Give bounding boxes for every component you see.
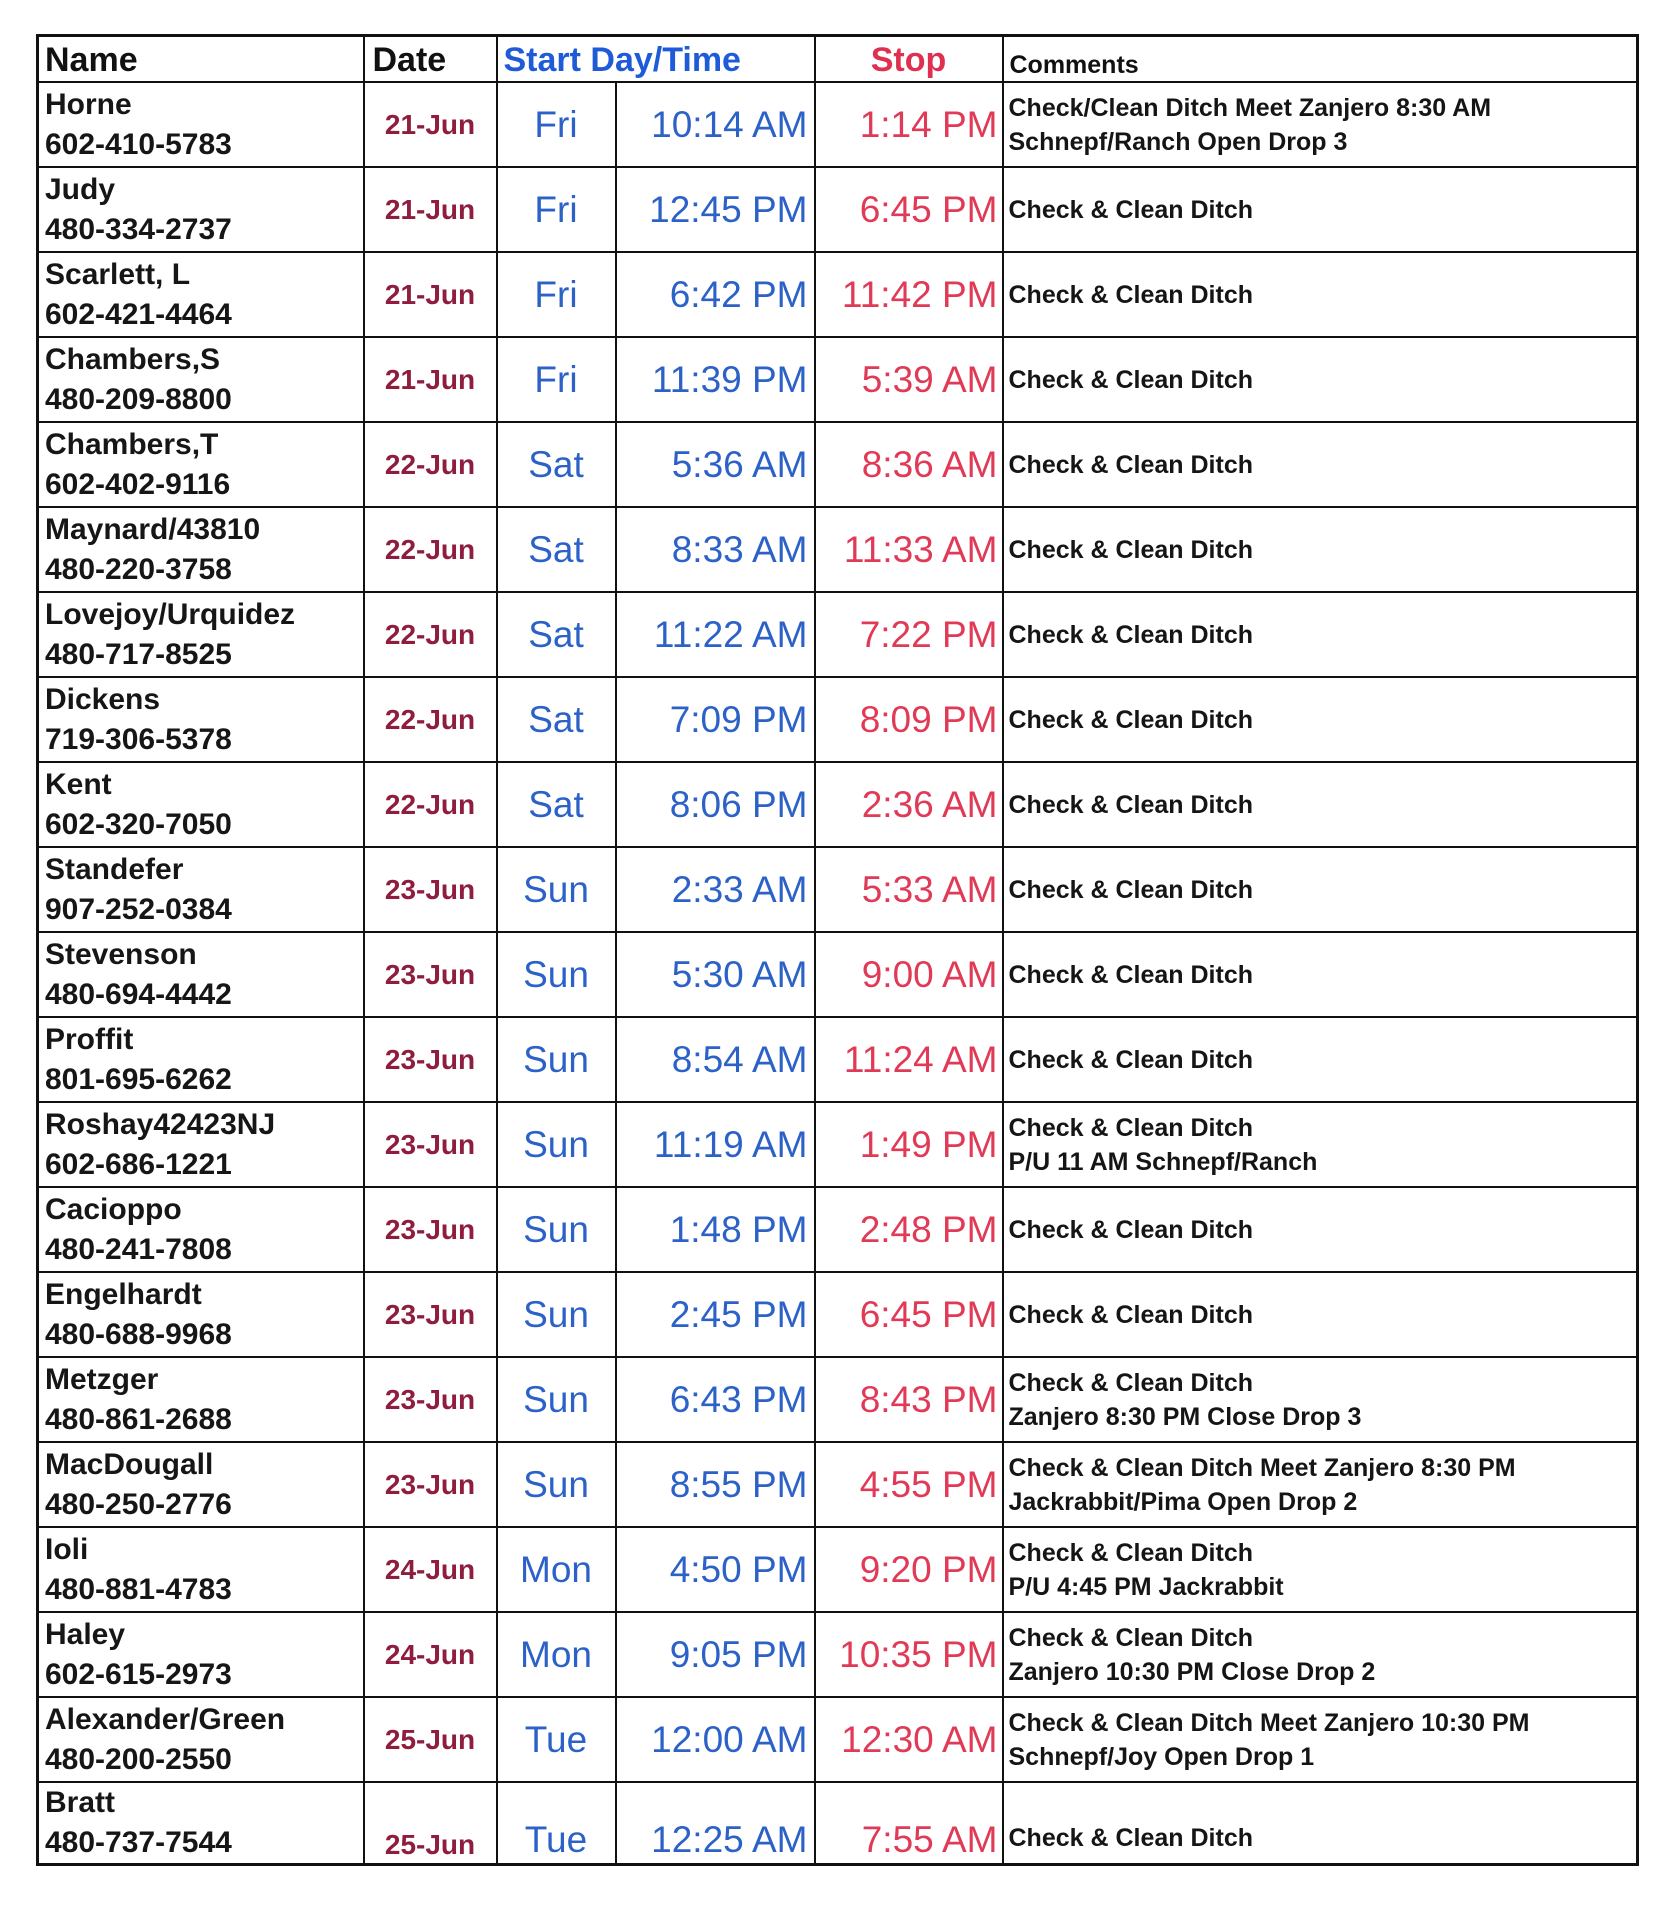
comment-line-1: Check & Clean Ditch [1008,960,1254,989]
phone-number: 480-881-4783 [45,1572,232,1606]
start-day-cell: Sun [497,1102,616,1187]
start-time-cell: 2:45 PM [616,1272,815,1357]
table-row [38,82,1638,167]
start-day-cell: Sat [497,592,616,677]
comment-cell [1003,1102,1638,1187]
date-cell: 23-Jun [364,1442,497,1527]
start-day-cell: Mon [497,1527,616,1612]
date-cell: 24-Jun [364,1527,497,1612]
comment-line-1: Check & Clean Ditch [1008,1623,1254,1652]
comment-cell [1003,1442,1638,1527]
start-day-cell: Sun [497,1272,616,1357]
person-name: Metzger [45,1362,159,1396]
phone-number: 801-695-6262 [45,1062,232,1096]
name-cell [38,422,364,507]
person-name: Cacioppo [45,1192,182,1226]
start-time-cell: 8:33 AM [616,507,815,592]
date-cell: 23-Jun [364,1272,497,1357]
start-time-cell: 11:19 AM [616,1102,815,1187]
name-cell [38,1187,364,1272]
table-row [38,337,1638,422]
comment-line-1: Check & Clean Ditch [1008,365,1254,394]
start-day-cell: Sun [497,1442,616,1527]
phone-number: 602-421-4464 [45,297,232,331]
comment-cell [1003,762,1638,847]
name-cell [38,1527,364,1612]
table-row [38,847,1638,932]
start-time-cell: 8:54 AM [616,1017,815,1102]
comments-column-header: Comments [1003,36,1638,83]
start-time-cell: 11:22 AM [616,592,815,677]
person-name: Engelhardt [45,1277,202,1311]
person-name: Roshay42423NJ [45,1107,276,1141]
comment-cell [1003,422,1638,507]
person-name: Standefer [45,852,184,886]
start-day-cell: Sat [497,422,616,507]
stop-time-cell: 11:33 AM [815,507,1003,592]
phone-number: 480-200-2550 [45,1742,232,1776]
name-cell [38,762,364,847]
start-time-cell: 7:09 PM [616,677,815,762]
table-row [38,677,1638,762]
start-time-cell: 12:45 PM [616,167,815,252]
date-cell: 22-Jun [364,422,497,507]
name-cell [38,1102,364,1187]
stop-time-cell: 2:48 PM [815,1187,1003,1272]
phone-number: 602-402-9116 [45,467,231,501]
comment-line-1: Check & Clean Ditch [1008,535,1254,564]
comment-line-2: Schnepf/Joy Open Drop 1 [1008,1742,1315,1771]
comment-cell [1003,337,1638,422]
comment-line-1: Check & Clean Ditch [1008,1045,1254,1074]
comment-line-1: Check & Clean Ditch [1008,1368,1254,1397]
person-name: Judy [45,172,116,206]
comment-line-1: Check/Clean Ditch Meet Zanjero 8:30 AM [1008,93,1492,122]
start-day-cell: Mon [497,1612,616,1697]
stop-time-cell: 8:09 PM [815,677,1003,762]
table-row [38,1357,1638,1442]
stop-time-cell: 12:30 AM [815,1697,1003,1782]
comment-line-1: Check & Clean Ditch Meet Zanjero 10:30 PM [1008,1708,1530,1737]
table-row [38,592,1638,677]
comment-cell [1003,1697,1638,1782]
start-day-cell: Sat [497,507,616,592]
comment-cell [1003,167,1638,252]
phone-number: 480-694-4442 [45,977,232,1011]
comment-cell [1003,1357,1638,1442]
start-day-cell: Tue [497,1697,616,1782]
start-day-cell: Sun [497,932,616,1017]
name-cell [38,677,364,762]
start-time-cell: 6:43 PM [616,1357,815,1442]
table-row [38,1187,1638,1272]
stop-time-cell: 10:35 PM [815,1612,1003,1697]
comment-cell [1003,1527,1638,1612]
table-row [38,507,1638,592]
date-cell: 21-Jun [364,82,497,167]
table-row [38,422,1638,507]
table-row [38,1017,1638,1102]
name-cell [38,507,364,592]
person-name: Dickens [45,682,161,716]
date-cell: 23-Jun [364,1017,497,1102]
phone-number: 480-688-9968 [45,1317,232,1351]
comment-cell [1003,252,1638,337]
start-time-cell: 9:05 PM [616,1612,815,1697]
start-time-cell: 12:00 AM [616,1697,815,1782]
table-row [38,1527,1638,1612]
comment-line-2: Zanjero 10:30 PM Close Drop 2 [1008,1657,1376,1686]
stop-time-cell: 2:36 AM [815,762,1003,847]
table-row [38,1442,1638,1527]
comment-cell [1003,592,1638,677]
date-cell: 24-Jun [364,1612,497,1697]
start-day-cell: Sat [497,762,616,847]
comment-line-2: P/U 4:45 PM Jackrabbit [1008,1572,1284,1601]
date-cell: 23-Jun [364,847,497,932]
name-cell [38,1017,364,1102]
person-name: Ioli [45,1532,89,1566]
start-time-cell: 5:36 AM [616,422,815,507]
comment-cell [1003,932,1638,1017]
date-cell: 21-Jun [364,337,497,422]
stop-time-cell: 9:20 PM [815,1527,1003,1612]
table-row [38,1272,1638,1357]
start-time-cell: 2:33 AM [616,847,815,932]
start-day-cell: Tue [497,1782,616,1865]
name-cell [38,1442,364,1527]
stop-time-cell: 9:00 AM [815,932,1003,1017]
phone-number: 719-306-5378 [45,722,232,756]
comment-line-1: Check & Clean Ditch Meet Zanjero 8:30 PM [1008,1453,1516,1482]
name-cell [38,337,364,422]
table-row [38,167,1638,252]
start-day-cell: Sat [497,677,616,762]
comment-line-1: Check & Clean Ditch [1008,450,1254,479]
comment-line-2: P/U 11 AM Schnepf/Ranch [1008,1147,1318,1176]
stop-column-header: Stop [815,36,1003,83]
start-day-cell: Sun [497,1187,616,1272]
date-cell: 21-Jun [364,252,497,337]
name-cell [38,167,364,252]
name-cell [38,82,364,167]
date-cell: 25-Jun [364,1782,497,1865]
date-column-header: Date [364,36,497,83]
comment-line-2: Jackrabbit/Pima Open Drop 2 [1008,1487,1358,1516]
stop-time-cell: 1:49 PM [815,1102,1003,1187]
name-cell [38,592,364,677]
person-name: Haley [45,1617,126,1651]
start-time-cell: 11:39 PM [616,337,815,422]
comment-line-1: Check & Clean Ditch [1008,280,1254,309]
start-time-cell: 12:25 AM [616,1782,815,1865]
schedule-table [36,34,1639,1866]
comment-cell [1003,1272,1638,1357]
stop-time-cell: 7:55 AM [815,1782,1003,1865]
start-day-cell: Fri [497,167,616,252]
phone-number: 602-410-5783 [45,127,232,161]
stop-time-cell: 11:42 PM [815,252,1003,337]
person-name: Bratt [45,1786,116,1819]
phone-number: 602-686-1221 [45,1147,232,1181]
phone-number: 907-252-0384 [45,892,232,926]
name-cell [38,1272,364,1357]
name-cell [38,1357,364,1442]
comment-cell [1003,82,1638,167]
comment-cell [1003,507,1638,592]
stop-time-cell: 11:24 AM [815,1017,1003,1102]
phone-number: 480-241-7808 [45,1232,232,1266]
table-row [38,1697,1638,1782]
person-name: MacDougall [45,1447,214,1481]
stop-time-cell: 6:45 PM [815,1272,1003,1357]
date-cell: 22-Jun [364,507,497,592]
comment-line-2: Zanjero 8:30 PM Close Drop 3 [1008,1402,1362,1431]
table-row [38,932,1638,1017]
comment-cell [1003,677,1638,762]
comment-line-1: Check & Clean Ditch [1008,705,1254,734]
name-cell [38,252,364,337]
name-cell [38,1612,364,1697]
table-row [38,252,1638,337]
date-cell: 23-Jun [364,1187,497,1272]
stop-time-cell: 5:39 AM [815,337,1003,422]
comment-line-1: Check & Clean Ditch [1008,620,1254,649]
date-cell: 23-Jun [364,1102,497,1187]
stop-time-cell: 6:45 PM [815,167,1003,252]
comment-line-1: Check & Clean Ditch [1008,1538,1254,1567]
name-cell [38,1697,364,1782]
person-name: Horne [45,87,132,121]
start-day-cell: Sun [497,1017,616,1102]
phone-number: 480-737-7544 [45,1826,232,1859]
phone-number: 602-320-7050 [45,807,232,841]
start-time-cell: 4:50 PM [616,1527,815,1612]
table-row [38,1782,1638,1865]
phone-number: 480-334-2737 [45,212,232,246]
comment-cell [1003,847,1638,932]
name-cell [38,932,364,1017]
start-day-cell: Fri [497,82,616,167]
table-row [38,1102,1638,1187]
date-cell: 22-Jun [364,592,497,677]
person-name: Chambers,T [45,427,219,461]
comment-line-1: Check & Clean Ditch [1008,790,1254,819]
person-name: Alexander/Green [45,1702,286,1736]
start-time-cell: 10:14 AM [616,82,815,167]
date-cell: 23-Jun [364,932,497,1017]
comment-line-1: Check & Clean Ditch [1008,1113,1254,1142]
schedule-sheet [36,34,1636,1866]
schedule-rows [38,82,1638,1865]
comment-line-1: Check & Clean Ditch [1008,1215,1254,1244]
stop-time-cell: 8:43 PM [815,1357,1003,1442]
person-name: Kent [45,767,112,801]
phone-number: 480-220-3758 [45,552,232,586]
phone-number: 602-615-2973 [45,1657,232,1691]
table-row [38,1612,1638,1697]
person-name: Stevenson [45,937,197,971]
comment-cell [1003,1782,1638,1865]
stop-time-cell: 7:22 PM [815,592,1003,677]
phone-number: 480-250-2776 [45,1487,232,1521]
name-column-header: Name [38,36,364,83]
date-cell: 25-Jun [364,1697,497,1782]
date-cell: 21-Jun [364,167,497,252]
start-time-cell: 1:48 PM [616,1187,815,1272]
phone-number: 480-209-8800 [45,382,232,416]
stop-time-cell: 1:14 PM [815,82,1003,167]
date-cell: 22-Jun [364,762,497,847]
stop-time-cell: 8:36 AM [815,422,1003,507]
date-cell: 23-Jun [364,1357,497,1442]
person-name: Chambers,S [45,342,221,376]
comment-line-2: Schnepf/Ranch Open Drop 3 [1008,127,1348,156]
start-column-header: Start Day/Time [497,36,815,83]
comment-cell [1003,1017,1638,1102]
stop-time-cell: 5:33 AM [815,847,1003,932]
comment-line-1: Check & Clean Ditch [1008,1300,1254,1329]
comment-line-1: Check & Clean Ditch [1008,195,1254,224]
start-day-cell: Sun [497,1357,616,1442]
start-time-cell: 6:42 PM [616,252,815,337]
start-day-cell: Sun [497,847,616,932]
comment-line-1: Check & Clean Ditch [1008,875,1254,904]
start-day-cell: Fri [497,337,616,422]
table-row [38,762,1638,847]
comment-cell [1003,1187,1638,1272]
header-row [38,36,1638,83]
phone-number: 480-861-2688 [45,1402,232,1436]
name-cell [38,847,364,932]
comment-line-1: Check & Clean Ditch [1008,1824,1254,1852]
stop-time-cell: 4:55 PM [815,1442,1003,1527]
start-time-cell: 8:55 PM [616,1442,815,1527]
person-name: Proffit [45,1022,134,1056]
person-name: Lovejoy/Urquidez [45,597,296,631]
start-day-cell: Fri [497,252,616,337]
comment-cell [1003,1612,1638,1697]
person-name: Maynard/43810 [45,512,261,546]
start-time-cell: 8:06 PM [616,762,815,847]
name-cell [38,1782,364,1865]
phone-number: 480-717-8525 [45,637,232,671]
date-cell: 22-Jun [364,677,497,762]
person-name: Scarlett, L [45,257,191,291]
start-time-cell: 5:30 AM [616,932,815,1017]
